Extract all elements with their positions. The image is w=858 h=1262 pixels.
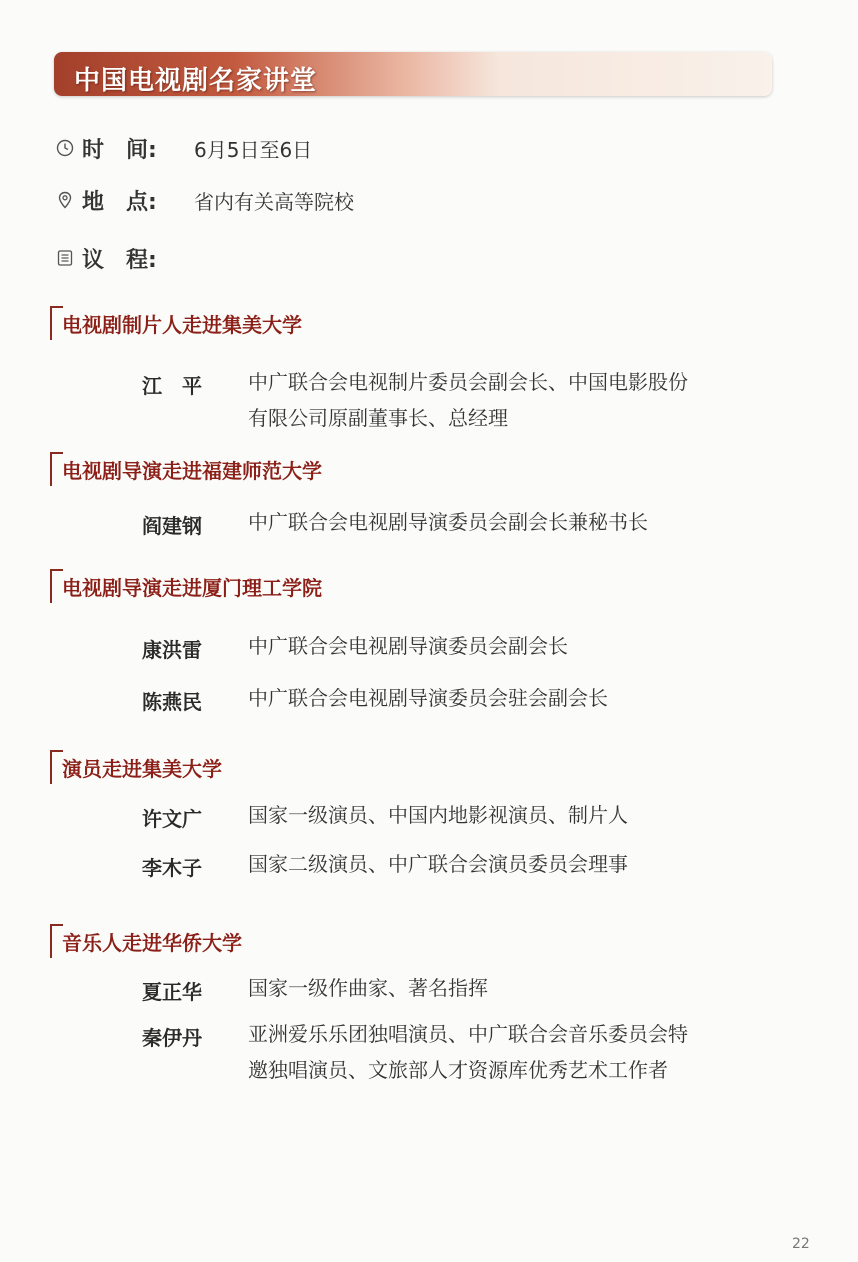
place-label: 地 点: [82,189,157,215]
agenda-row [56,243,194,273]
time-row [56,133,312,163]
person-name: 许文广 [142,807,202,831]
time-value: 6月5日至6日 [194,137,313,162]
section-title: 演员走进集美大学 [62,757,222,781]
person-name: 李木子 [142,856,202,880]
agenda-label: 议 程: [82,247,157,273]
person-description: 中广联合会电视剧导演委员会副会长兼秘书长 [248,510,648,534]
person-description: 国家一级作曲家、著名指挥 [248,976,488,1000]
person-name: 陈燕民 [142,690,202,714]
page-title: 中国电视剧名家讲堂 [74,66,318,96]
section-heading [50,452,790,486]
person-name: 江 平 [142,374,202,398]
location-pin-icon [56,191,74,209]
page-number: 22 [792,1236,810,1252]
section-director-fjnu [50,452,790,486]
person-name: 夏正华 [142,980,202,1004]
person-description: 中广联合会电视剧导演委员会副会长 [248,634,568,658]
person-description: 中广联合会电视剧导演委员会驻会副会长 [248,686,608,710]
title-banner [54,52,772,96]
person-name: 康洪雷 [142,638,202,662]
person-name: 阎建钢 [142,514,202,538]
section-musician-hqu [50,924,790,958]
section-heading [50,924,790,958]
section-title: 电视剧导演走进福建师范大学 [62,459,322,483]
person-description: 亚洲爱乐乐团独唱演员、中广联合会音乐委员会特邀独唱演员、文旅部人才资源库优秀艺术工作者 [248,1022,688,1082]
section-director-xmut [50,569,790,603]
time-label: 时 间: [82,137,157,163]
section-heading [50,306,790,340]
list-icon [56,249,74,267]
section-producer-jimei [50,306,790,340]
person-name: 秦伊丹 [142,1026,202,1050]
person-description: 国家二级演员、中广联合会演员委员会理事 [248,852,628,876]
clock-icon [56,139,74,157]
section-heading [50,750,790,784]
section-title: 电视剧制片人走进集美大学 [62,313,302,337]
place-row [56,185,354,215]
person-description: 国家一级演员、中国内地影视演员、制片人 [248,803,628,827]
section-actor-jimei [50,750,790,784]
place-value: 省内有关高等院校 [194,189,354,214]
person-description: 中广联合会电视制片委员会副会长、中国电影股份有限公司原副董事长、总经理 [248,370,688,430]
section-title: 音乐人走进华侨大学 [62,931,242,955]
section-title: 电视剧导演走进厦门理工学院 [62,576,322,600]
section-heading [50,569,790,603]
